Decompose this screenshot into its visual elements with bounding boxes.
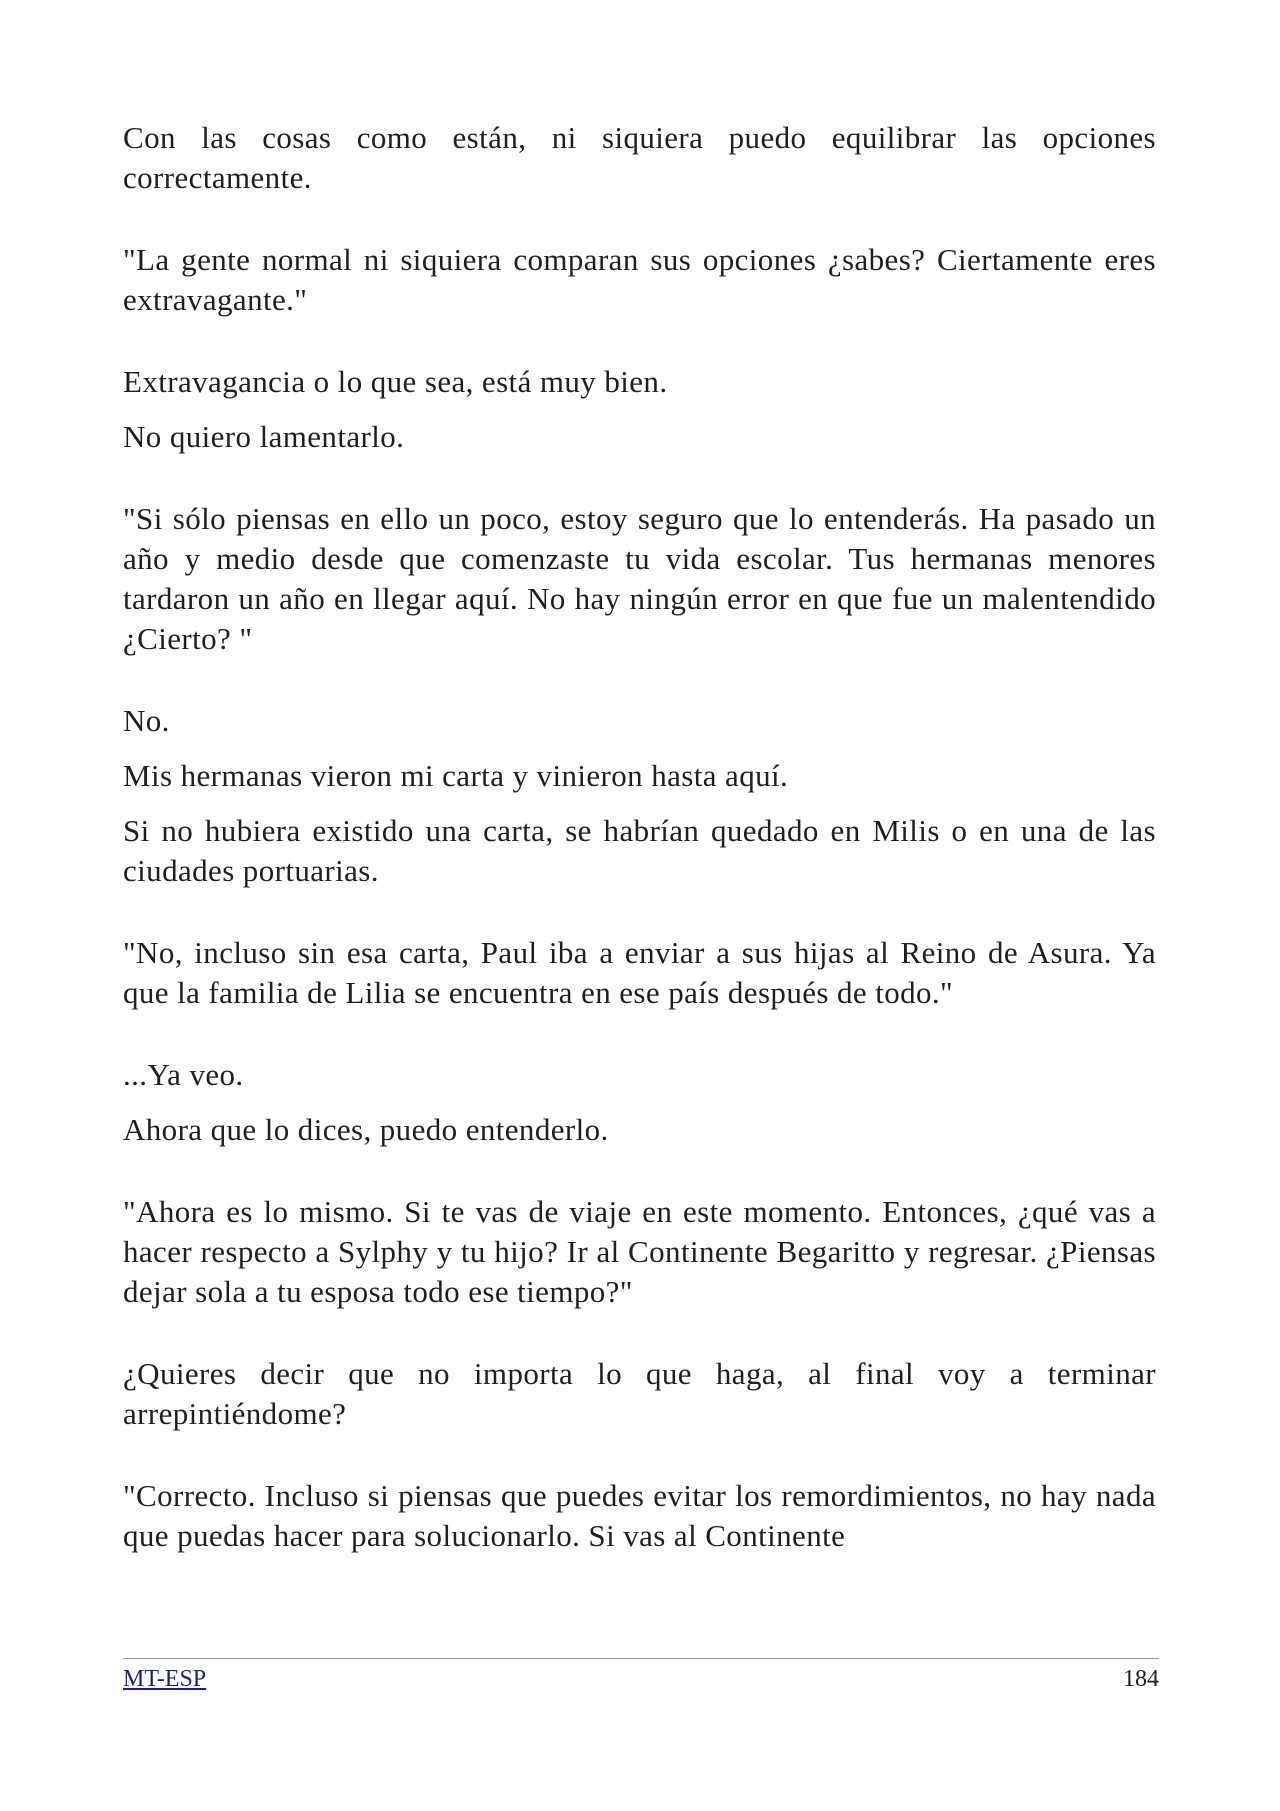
paragraph: "Ahora es lo mismo. Si te vas de viaje en este momento. Entonces, ¿qué vas a hacer respecto a Sylphy y tu hijo? Ir al Continente Begaritto y regresar. ¿Piensas dejar sola a tu esposa todo ese tiempo?" — [123, 1194, 1156, 1309]
paragraph: Extravagancia o lo que sea, está muy bien. — [123, 364, 668, 399]
paragraph: "No, incluso sin esa carta, Paul iba a enviar a sus hijas al Reino de Asura. Ya que la familia de Lilia se encuentra en ese país después de todo." — [123, 935, 1156, 1010]
paragraph: Con las cosas como están, ni siquiera puedo equilibrar las opciones correctamente. — [123, 120, 1156, 195]
paragraph: ¿Quieres decir que no importa lo que haga, al final voy a terminar arrepintiéndome? — [123, 1356, 1156, 1431]
footer-source-link[interactable]: MT-ESP — [123, 1666, 207, 1692]
paragraph: Si no hubiera existido una carta, se habrían quedado en Milis o en una de las ciudades portuarias. — [123, 813, 1156, 888]
paragraph: "Correcto. Incluso si piensas que puedes evitar los remordimientos, no hay nada que puedas hacer para solucionarlo. Si vas al Continente — [123, 1478, 1156, 1553]
paragraph: No. — [123, 703, 170, 738]
document-body — [123, 118, 1156, 1556]
paragraph: Mis hermanas vieron mi carta y vinieron hasta aquí. — [123, 758, 789, 793]
paragraph: Ahora que lo dices, puedo entenderlo. — [123, 1112, 609, 1147]
paragraph: ...Ya veo. — [123, 1057, 244, 1092]
paragraph: "La gente normal ni siquiera comparan sus opciones ¿sabes? Ciertamente eres extravagante." — [123, 242, 1156, 317]
page-number: 184 — [1123, 1666, 1159, 1692]
paragraph: No quiero lamentarlo. — [123, 419, 405, 454]
paragraph: "Si sólo piensas en ello un poco, estoy seguro que lo entenderás. Ha pasado un año y medio desde que comenzaste tu vida escolar. Tus hermanas menores tardaron un año en llegar aquí. No hay ningún error en que fue un malentendido ¿Cierto? " — [123, 501, 1156, 656]
page-footer — [123, 1658, 1159, 1693]
